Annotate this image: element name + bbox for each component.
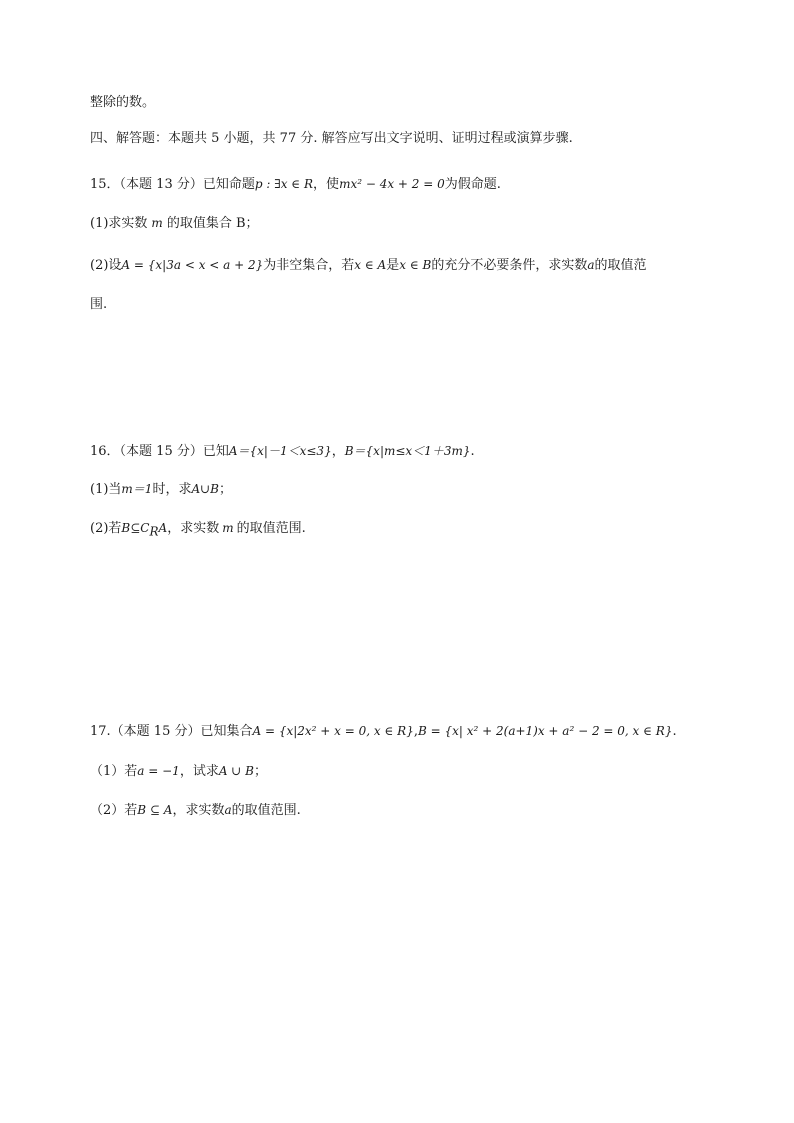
- q15-equation: mx² − 4x + 2 = 0: [339, 177, 445, 191]
- q16-set-a: A＝{x|－1＜x≤3}: [228, 444, 332, 458]
- section-heading-4: 四、解答题：本题共 5 小题，共 77 分. 解答应写出文字说明、证明过程或演算步骤.: [90, 131, 573, 146]
- question-16-part-1: (1)当m＝1时，求A∪B；: [90, 482, 233, 497]
- question-17-part-1: （1）若a = −1，试求A ∪ B；: [90, 764, 268, 779]
- q17-set-b: B = {x| x² + 2(a+1)x + a² − 2 = 0, x ∈ R}: [417, 724, 673, 738]
- q16-set-b: B＝{x|m≤x＜1＋3m}: [344, 444, 471, 458]
- q15-set-a: A = {x|3a < x < a + 2}: [121, 258, 264, 272]
- question-15-part-1: (1)求实数 m 的取值集合 B；: [90, 216, 259, 231]
- question-17-stem: 17.（本题 15 分）已知集合A = {x|2x² + x = 0, x ∈ R},B = {x| x² + 2(a+1)x + a² − 2 = 0, x ∈ R}.: [90, 724, 677, 739]
- text-line-continuation: 整除的数。: [90, 95, 156, 110]
- question-15-part-2-wrap: 围.: [90, 297, 108, 312]
- question-15-stem: 15．（本题 13 分）已知命题p : ∃x ∈ R，使mx² − 4x + 2 = 0为假命题.: [90, 177, 501, 192]
- q17-set-a: A = {x|2x² + x = 0, x ∈ R}: [252, 724, 414, 738]
- question-16-part-2: (2)若$B⊆C_RA$，求实数 m 的取值范围.: [90, 521, 306, 539]
- question-16-stem: 16．（本题 15 分）已知A＝{x|－1＜x≤3}，B＝{x|m≤x＜1＋3m}.: [90, 444, 475, 459]
- question-17-part-2: （2）若B ⊆ A，求实数a的取值范围.: [90, 803, 301, 818]
- question-15-part-2: (2)设A = {x|3a < x < a + 2}为非空集合，若x ∈ A是x ∈ B的充分不必要条件，求实数a的取值范: [90, 258, 647, 273]
